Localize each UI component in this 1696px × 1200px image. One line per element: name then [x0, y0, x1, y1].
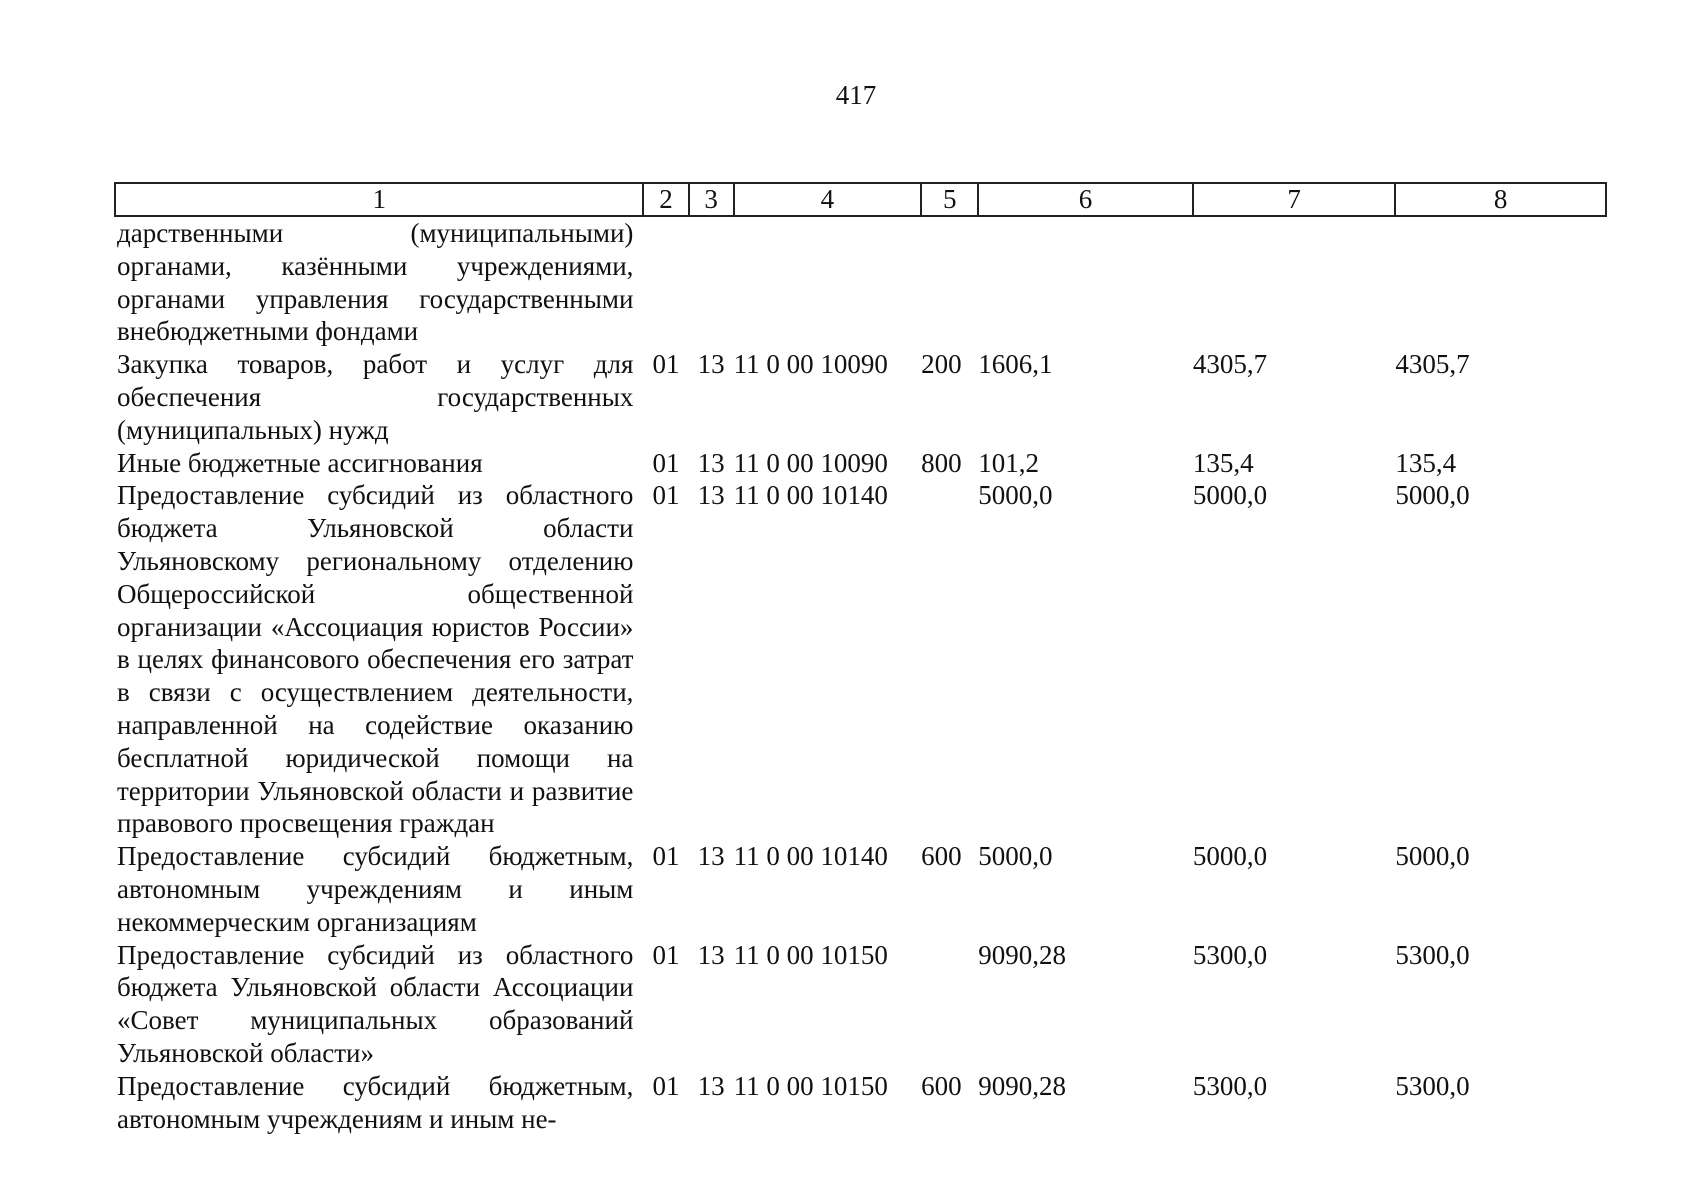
cell-section: 01	[652, 939, 680, 970]
row-description: Предоставление субсидий бюджетным, автономным учреждениям и иным не-	[117, 1070, 634, 1134]
cell-amount-1: 9090,28	[978, 1070, 1067, 1101]
page-number: 417	[835, 80, 877, 110]
cell-target-code: 11 0 00 10090	[733, 447, 888, 478]
cell-section: 01	[652, 841, 680, 872]
cell-target-code: 11 0 00 10090	[733, 349, 888, 380]
cell-amount-2: 4305,7	[1192, 349, 1268, 380]
cell-expense-type: 200	[921, 349, 962, 380]
cell-amount-3: 5300,0	[1395, 1070, 1470, 1101]
cell-amount-1	[978, 216, 1193, 348]
cell-amount-1: 9090,28	[978, 939, 1067, 970]
table-row	[115, 479, 1606, 840]
cell-subsection: 13	[697, 841, 725, 872]
cell-target-code: 11 0 00 10140	[733, 841, 888, 872]
cell-section: 01	[652, 1070, 680, 1101]
cell-subsection: 13	[697, 349, 725, 380]
column-header-8: 8	[1395, 183, 1606, 216]
cell-subsection: 13	[697, 1070, 725, 1101]
cell-amount-3: 5300,0	[1395, 939, 1470, 970]
table-row	[115, 447, 1606, 480]
cell-section: 01	[652, 447, 680, 478]
cell-amount-3: 5000,0	[1395, 841, 1470, 872]
cell-subsection: 13	[697, 480, 725, 511]
cell-expense-type	[921, 939, 978, 1070]
cell-amount-3	[1395, 216, 1606, 348]
table-row	[115, 216, 1606, 348]
cell-amount-2	[1193, 216, 1396, 348]
cell-expense-type: 600	[921, 841, 962, 872]
cell-amount-2: 5300,0	[1192, 1070, 1268, 1101]
cell-section	[643, 216, 688, 348]
cell-amount-2: 5000,0	[1192, 480, 1268, 511]
row-description: дарственными (муниципальными) органами, казёнными учреждениями, органами управления государственными внебюджетными фондами	[117, 218, 634, 347]
cell-subsection: 13	[697, 939, 725, 970]
row-description: Предоставление субсидий из областного бюджета Ульяновской области Ассоциации «Совет муниципальных образований Ульяновской области»	[117, 939, 634, 1068]
cell-amount-1: 5000,0	[978, 841, 1053, 872]
cell-target-code: 11 0 00 10150	[733, 1070, 888, 1101]
budget-table	[114, 182, 1607, 1135]
table-row	[115, 840, 1606, 938]
cell-amount-2: 5300,0	[1192, 939, 1268, 970]
row-description: Иные бюджетные ассигнования	[117, 447, 483, 478]
cell-subsection	[689, 216, 734, 348]
cell-expense-type	[921, 216, 978, 348]
column-header-6: 6	[978, 183, 1193, 216]
column-header-2: 2	[643, 183, 688, 216]
column-header-5: 5	[921, 183, 978, 216]
row-description: Предоставление субсидий бюджетным, автономным учреждениям и иным некоммерческим организациям	[117, 841, 634, 937]
cell-target-code: 11 0 00 10150	[733, 939, 888, 970]
cell-amount-3: 135,4	[1395, 447, 1457, 478]
cell-amount-2: 135,4	[1192, 447, 1254, 478]
cell-section: 01	[652, 480, 680, 511]
header-row	[115, 183, 1606, 216]
cell-expense-type	[921, 479, 978, 840]
cell-subsection: 13	[697, 447, 725, 478]
column-header-3: 3	[689, 183, 734, 216]
row-description: Закупка товаров, работ и услуг для обеспечения государственных (муниципальных) нужд	[117, 349, 634, 445]
cell-amount-2: 5000,0	[1192, 841, 1268, 872]
cell-amount-3: 5000,0	[1395, 480, 1470, 511]
table-row	[115, 348, 1606, 446]
cell-target-code: 11 0 00 10140	[733, 480, 888, 511]
cell-amount-1: 5000,0	[978, 480, 1053, 511]
cell-amount-3: 4305,7	[1395, 349, 1470, 380]
cell-section: 01	[652, 349, 680, 380]
cell-target-code	[734, 216, 922, 348]
cell-expense-type: 800	[921, 447, 962, 478]
table-row	[115, 939, 1606, 1070]
column-header-1: 1	[115, 183, 643, 216]
column-header-7: 7	[1193, 183, 1396, 216]
column-header-4: 4	[734, 183, 922, 216]
table-row	[115, 1070, 1606, 1136]
row-description: Предоставление субсидий из областного бюджета Ульяновской области Ульяновскому региональному отделению Общероссийской общественной организации «Ассоциация юристов России» в целях финансового обеспечения его затрат в связи с осуществлением деятельности, направленной на содействие оказанию бесплатной юридической помощи на территории Ульяновской области и развитие правового просвещения граждан	[117, 480, 634, 839]
cell-amount-1: 101,2	[978, 447, 1040, 478]
cell-amount-1: 1606,1	[978, 349, 1053, 380]
cell-expense-type: 600	[921, 1070, 962, 1101]
